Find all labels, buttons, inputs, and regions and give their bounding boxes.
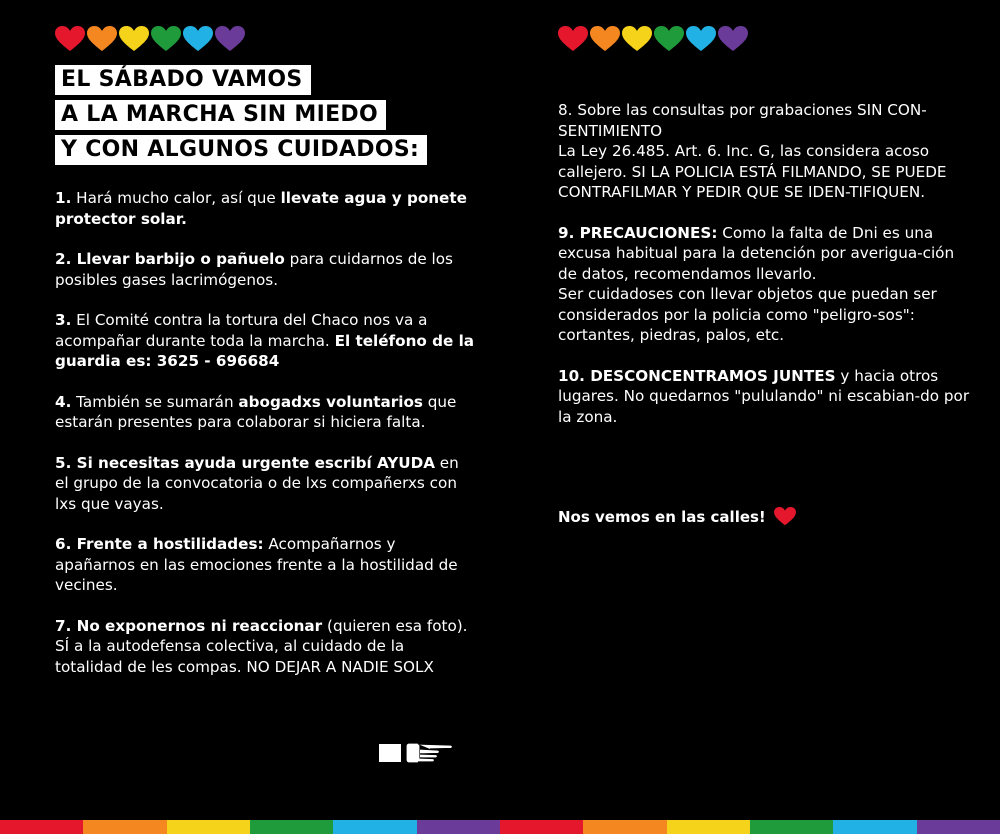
heart-icon-yellow xyxy=(622,26,652,52)
list-item-9: 9. PRECAUCIONES: Como la falta de Dni es una excusa habitual para la detención por averigua-ción de datos, recomendamos llevarlo. Ser cuidadoses con llevar objetos que puedan ser considerados por la policia como "peligro-sos": cortantes, piedras, palos, etc. xyxy=(558,223,955,344)
list-item-1: 1. Hará mucho calor, así que llevate agua y ponete protector solar. xyxy=(55,189,467,228)
heart-icon-green xyxy=(654,26,684,52)
list-item-6: 6. Frente a hostilidades: Acompañarnos y apañarnos en las emociones frente a la hostilidad de vecines. xyxy=(55,535,458,594)
right-column xyxy=(558,100,970,447)
heart-icon-green xyxy=(151,26,181,52)
heart-icon-purple xyxy=(215,26,245,52)
left-column xyxy=(55,188,475,697)
heart-icon-orange xyxy=(87,26,117,52)
rainbow-hearts-left xyxy=(55,26,245,52)
rainbow-hearts-right xyxy=(558,26,748,52)
heart-icon-orange xyxy=(590,26,620,52)
list-item-8: 8. Sobre las consultas por grabaciones SIN CON-SENTIMIENTO La Ley 26.485. Art. 6. Inc. G, las considera acoso callejero. SI LA POLICIA ESTÁ FILMANDO, SE PUEDE CONTRAFILMAR Y PEDIR QUE SE IDEN-TIFIQUEN. xyxy=(558,101,947,201)
heart-icon-red xyxy=(558,26,588,52)
title-line-1: EL SÁBADO VAMOS xyxy=(55,65,311,95)
heart-icon-blue xyxy=(183,26,213,52)
list-item-7: 7. No exponernos ni reaccionar (quieren esa foto). SÍ a la autodefensa colectiva, al cuidado de la totalidad de les compas. NO DEJAR A NADIE SOLX xyxy=(55,616,468,676)
list-item-2: 2. Llevar barbijo o pañuelo para cuidarnos de los posibles gases lacrimógenos. xyxy=(55,250,453,289)
list-item-3: 3. El Comité contra la tortura del Chaco nos va a acompañar durante toda la marcha. El teléfono de la guardia es: 3625 - 696684 xyxy=(55,311,475,370)
heart-icon-red xyxy=(55,26,85,52)
pointing-hand-icon xyxy=(378,740,454,766)
list-item-5: 5. Si necesitas ayuda urgente escribí AYUDA en el grupo de la convocatoria o de lxs compañerxs con lxs que vayas. xyxy=(55,453,459,513)
heart-icon-yellow xyxy=(119,26,149,52)
title-line-2: A LA MARCHA SIN MIEDO xyxy=(55,100,386,130)
heart-icon-purple xyxy=(718,26,748,52)
heart-icon xyxy=(774,507,796,526)
list-item-4: 4. También se sumarán abogadxs voluntarios que estarán presentes para colaborar si hiciera falta. xyxy=(55,392,457,431)
closing-text: Nos vemos en las calles! xyxy=(558,507,766,526)
title-line-3: Y CON ALGUNOS CUIDADOS: xyxy=(55,135,427,165)
rainbow-stripe xyxy=(0,820,1000,834)
heart-icon-blue xyxy=(686,26,716,52)
list-item-10: 10. DESCONCENTRAMOS JUNTES y hacia otros lugares. No quedarnos "pululando" ni escabian-do por la zona. xyxy=(558,366,970,426)
page-title xyxy=(55,65,427,170)
closing-line xyxy=(558,507,796,526)
